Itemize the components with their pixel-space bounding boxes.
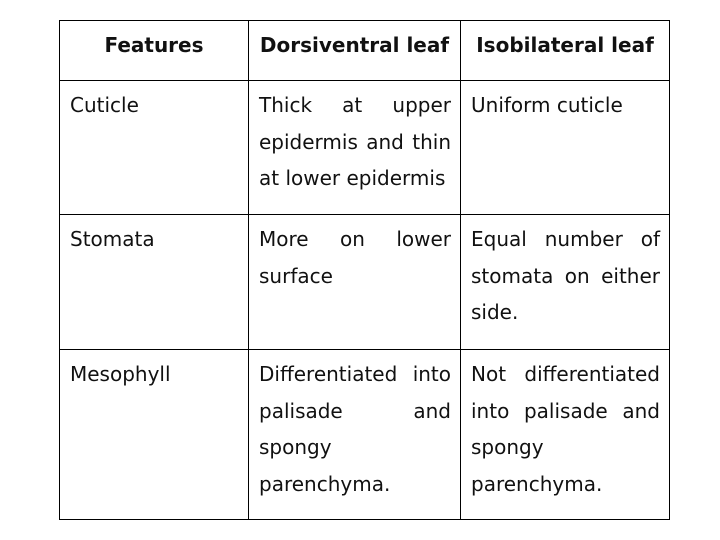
isobilateral-text: Uniform cuticle [471,93,623,117]
dorsiventral-text: More on lower surface [259,227,451,288]
isobilateral-cell [461,215,670,350]
table-header-row [60,21,670,81]
feature-label: Stomata [70,227,155,251]
header-isobilateral-leaf: Isobilateral leaf [461,21,670,81]
dorsiventral-cell [249,81,461,215]
feature-label: Cuticle [70,93,139,117]
header-dorsiventral-leaf: Dorsiventral leaf [249,21,461,81]
dorsiventral-cell [249,215,461,350]
feature-cell [60,215,249,350]
isobilateral-cell [461,350,670,520]
dorsiventral-text: Differentiated into palisade and spongy parenchyma. [259,362,451,496]
feature-label: Mesophyll [70,362,171,386]
header-features: Features [60,21,249,81]
table-row [60,350,670,520]
table-row [60,81,670,215]
feature-cell [60,81,249,215]
dorsiventral-text: Thick at upper epidermis and thin at lower epidermis [259,93,451,190]
dorsiventral-cell [249,350,461,520]
isobilateral-text: Equal number of stomata on either side. [471,227,660,324]
comparison-table [59,20,670,520]
feature-cell [60,350,249,520]
isobilateral-cell [461,81,670,215]
isobilateral-text: Not differentiated into palisade and spongy parenchyma. [471,362,660,496]
table-row [60,215,670,350]
